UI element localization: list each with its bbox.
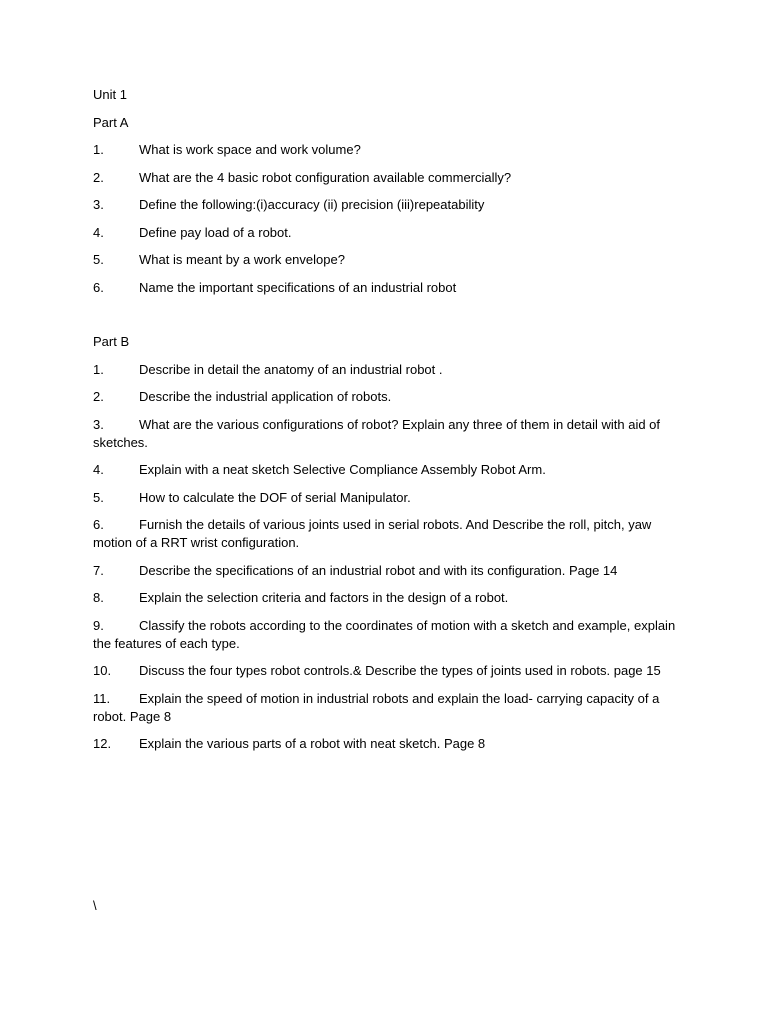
question-text: What is work space and work volume? [139, 142, 361, 157]
question-number: 2. [93, 389, 104, 404]
question-number: 3. [93, 197, 104, 212]
list-item [93, 224, 678, 242]
section-spacer [93, 306, 678, 333]
question-number: 5. [93, 489, 104, 505]
list-item [93, 416, 678, 452]
question-text: What are the 4 basic robot configuration available commercially? [139, 169, 512, 185]
question-text: Explain with a neat sketch Selective Compliance Assembly Robot Arm. [139, 462, 546, 477]
list-item [93, 589, 678, 607]
document-body [93, 86, 678, 763]
list-item [93, 562, 678, 580]
question-number: 10. [93, 663, 112, 678]
question-number: 11. [93, 690, 111, 706]
question-text: Explain the various parts of a robot with neat sketch. Page 8 [139, 736, 486, 751]
question-number: 5. [93, 252, 104, 267]
stray-backslash-mark: \ [93, 898, 97, 913]
question-number: 3. [93, 416, 104, 432]
part-a-question-list [93, 141, 678, 297]
question-text: Furnish the details of various joints used in serial robots. And Describe the roll, pitch, yaw motion of a RRT wrist configuration. [93, 517, 652, 550]
question-text: What is meant by a work envelope? [139, 252, 345, 267]
question-text: Discuss the four types robot controls.& Describe the types of joints used in robots. page 15 [139, 663, 661, 678]
list-item [93, 617, 678, 653]
list-item [93, 251, 678, 269]
question-number: 4. [93, 224, 104, 240]
question-number: 12. [93, 736, 112, 751]
part-b-question-list [93, 361, 678, 754]
list-item [93, 489, 678, 507]
question-text: Name the important specifications of an industrial robot [139, 279, 457, 295]
question-number: 9. [93, 617, 104, 633]
question-number: 6. [93, 279, 104, 295]
question-text: Describe in detail the anatomy of an industrial robot . [139, 361, 443, 377]
question-number: 6. [93, 517, 104, 532]
list-item [93, 196, 678, 214]
list-item [93, 516, 678, 552]
question-number: 1. [93, 361, 104, 377]
unit-title: Unit 1 [93, 87, 127, 102]
list-item [93, 141, 678, 159]
question-text: How to calculate the DOF of serial Manipulator. [139, 489, 411, 505]
question-text: Define pay load of a robot. [139, 224, 292, 240]
list-item [93, 662, 678, 680]
question-text: What are the various configurations of robot? Explain any three of them in detail with aid of sketches. [93, 416, 661, 450]
list-item [93, 735, 678, 753]
question-number: 7. [93, 562, 104, 578]
list-item [93, 690, 678, 726]
question-number: 4. [93, 462, 104, 477]
list-item [93, 388, 678, 406]
question-text: Explain the selection criteria and factors in the design of a robot. [139, 590, 509, 605]
part-a-heading: Part A [93, 114, 129, 130]
question-text: Explain the speed of motion in industrial robots and explain the load- carrying capacity of a robot. Page 8 [93, 690, 660, 724]
question-text: Classify the robots according to the coordinates of motion with a sketch and example, explain the features of each type. [93, 617, 676, 651]
part-b-heading: Part B [93, 334, 130, 349]
list-item [93, 361, 678, 379]
question-number: 1. [93, 142, 104, 157]
question-text: Define the following:(i)accuracy (ii) precision (iii)repeatability [139, 197, 485, 212]
list-item [93, 169, 678, 187]
question-number: 2. [93, 169, 104, 185]
question-number: 8. [93, 590, 104, 605]
list-item [93, 461, 678, 479]
list-item [93, 279, 678, 297]
question-text: Describe the industrial application of robots. [139, 389, 392, 404]
question-text: Describe the specifications of an industrial robot and with its configuration. Page 14 [139, 562, 618, 578]
